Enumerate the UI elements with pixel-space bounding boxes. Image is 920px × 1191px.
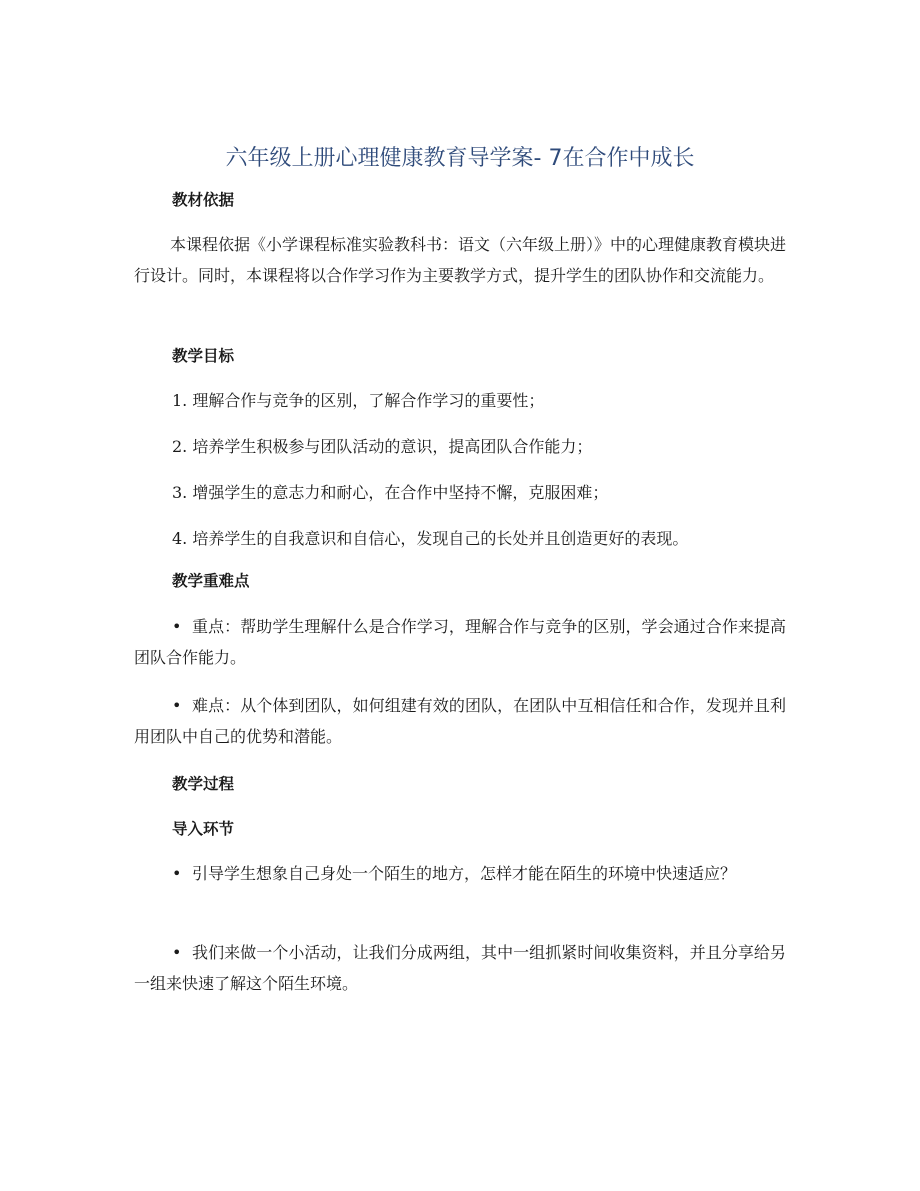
goal-item-3: 3. 增强学生的意志力和耐心，在合作中坚持不懈，克服困难； — [172, 483, 609, 502]
goal-item-4: 4. 培养学生的自我意识和自信心，发现自己的长处并且创造更好的表现。 — [172, 529, 689, 548]
bullet-dot: • — [172, 617, 182, 636]
heading-key-difficult-points: 教学重难点 — [172, 572, 250, 590]
bullet-key-point — [134, 611, 786, 673]
bullet-dot: • — [172, 864, 182, 883]
heading-intro-section: 导入环节 — [172, 820, 235, 838]
heading-teaching-process: 教学过程 — [172, 775, 235, 793]
bullet-dot: • — [172, 943, 182, 962]
goal-item-2: 2. 培养学生积极参与团队活动的意识，提高团队合作能力； — [172, 437, 593, 456]
bullet-difficult-point — [134, 690, 786, 752]
heading-textbook-basis: 教材依据 — [172, 191, 235, 209]
bullet-intro-1 — [134, 858, 786, 889]
bullet-text: 难点：从个体到团队，如何组建有效的团队，在团队中互相信任和合作，发现并且利用团队中自己的优势和潜能。 — [134, 696, 786, 746]
document-title: 六年级上册心理健康教育导学案- 7在合作中成长 — [225, 146, 695, 171]
bullet-text: 引导学生想象自己身处一个陌生的地方，怎样才能在陌生的环境中快速适应？ — [192, 864, 737, 883]
goal-item-1: 1. 理解合作与竞争的区别，了解合作学习的重要性； — [172, 391, 545, 410]
bullet-text: 重点：帮助学生理解什么是合作学习，理解合作与竞争的区别，学会通过合作来提高团队合作能力。 — [134, 617, 786, 667]
heading-teaching-goals: 教学目标 — [172, 347, 235, 365]
paragraph-textbook-basis: 本课程依据《小学课程标准实验教科书：语文（六年级上册）》中的心理健康教育模块进行设计。同时，本课程将以合作学习作为主要教学方式，提升学生的团队协作和交流能力。 — [134, 235, 787, 285]
bullet-text: 我们来做一个小活动，让我们分成两组，其中一组抓紧时间收集资料，并且分享给另一组来快速了解这个陌生环境。 — [134, 943, 786, 993]
bullet-dot: • — [172, 696, 182, 715]
bullet-intro-2 — [134, 937, 786, 999]
